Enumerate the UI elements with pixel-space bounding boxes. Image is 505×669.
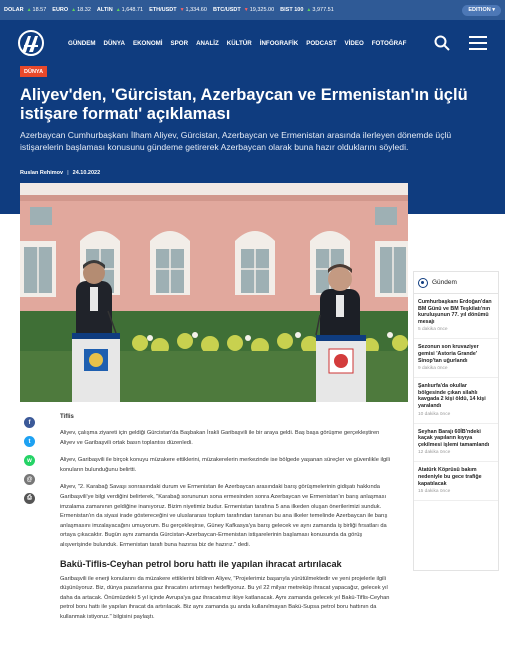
article-title: Aliyev'den, 'Gürcistan, Azerbaycan ve Ermenistan'ın üçlü istişare formatı' açıklaması [20,86,468,123]
site-header [0,20,505,66]
aa-logo-icon [14,28,48,58]
news-headline: Şanlıurfa'da okullar bölgesinde çıkan silahlı kavgada 2 kişi öldü, 14 kişi yaralandı [418,383,486,409]
target-icon [418,278,428,288]
article-paragraph: Garibaşvili ile enerji konularını da müzakere ettiklerini bildiren Aliyev, "Projelerimiz başarıyla yürütülmektedir ve yeni projelerle ilgili düşünüyoruz. Biz, dünya pazarlarına gaz ihracatını artırmayı hedefliyoruz. Bu yıl 22 milyar metreküp ihracat yapacağız, gelecek yıl daha da artacak. Önümüzdeki 5 yıl içinde Avrupa'ya gaz ihracatımız ikiye katlanacak. Aynı zamanda gelecek yıl Bakü-Tiflis-Ceyhan petrol boru hattı ile yapılan ihracat da artırılacak. Biz aynı zamanda şu anda kullanılmayan Bakü-Supsa petrol boru hattının da kullanmak istiyoruz." bilgisini paylaştı. [60,575,390,620]
sidebar-news-item[interactable] [414,294,498,339]
mail-icon[interactable]: @ [24,474,35,485]
sidebar-header [414,272,498,294]
ticker-value: 3,977.51 [312,7,334,13]
nav-dunya[interactable]: DÜNYA [103,39,125,47]
edition-selector[interactable]: EDITION ▾ [462,5,501,16]
news-time: 9 dakika önce [418,366,448,372]
arrow-up-icon: ▲ [26,7,32,13]
ticker-item-btc[interactable] [213,7,274,13]
article-meta [20,170,100,176]
article-paragraph: Aliyev, çalışma ziyareti için geldiği Gürcistan'da Başbakan İrakli Garibaşvili ile bir araya geldi. Baş başa görüşme gerçekleştiren Aliyev ve Garibaşvili ortak basın toplantısı düzenledi. [60,430,380,446]
ticker-value: 1,648.71 [121,7,144,13]
news-time: 12 dakika önce [418,450,451,456]
nav-analiz[interactable]: ANALİZ [196,39,219,47]
article-body [60,414,394,631]
twitter-icon[interactable]: t [24,436,35,447]
news-headline: Atatürk Köprüsü bakım nedeniyle bu gece trafiğe kapatılacak [418,467,482,487]
nav-fotograf[interactable]: FOTOĞRAF [371,39,407,47]
search-icon[interactable] [434,35,450,51]
nav-ekonomi[interactable]: EKONOMİ [132,39,163,47]
nav-spor[interactable]: SPOR [170,39,189,47]
main-nav [68,40,414,47]
nav-kultur[interactable]: KÜLTÜR [226,39,252,47]
share-bar [24,417,36,512]
article-paragraph: Aliyev, "2. Karabağ Savaşı sonrasındaki durum ve Ermenistan ile Azerbaycan arasındaki barış görüşmelerinin gidişatı hakkında Garibaşvili'ye bilgi verdiğini belirterek, "Karabağ sorununun sona ermesinden sonra Azerbaycan ve Ermenistan'ın barış anlaşması imzalama zamanının geldiğine inanıyoruz. Bizim niyetimiz budur. Ermenistan tarafına 5 ana ilkeden oluşan önerilerimizi sunduk. Ermenistan'ın da siyasi irade göstereceğini ve uluslararası toplum tarafından tanınan bu ana ilkeler temelinde Azerbaycan ile barış anlaşmasını imzalayacağını umuyorum. Bu gerçekleşirse, Güney Kafkasya'ya barış gelecek ve aynı zamanda iş birliği fırsatları da ortaya çıkacaktır. Bugün aynı zamanda Gürcistan-Azerbaycan-Ermenistan istişarelerinin başlaması konusunda da görüş alışverişinde bulunduk. Ermenistan tarafı buna hazırsa biz de hazırız." dedi. [60,484,388,548]
nav-video[interactable]: VİDEO [344,39,364,47]
facebook-icon[interactable]: f [24,417,35,428]
nav-gundem[interactable]: GÜNDEM [68,39,96,47]
gundem-sidebar [413,271,499,571]
ticker-value: 19,325.00 [249,7,275,13]
ticker-value: 18.57 [32,7,47,13]
whatsapp-icon[interactable]: w [24,455,35,466]
ticker-item-bist[interactable] [280,7,334,13]
ticker-label: ALTIN [96,7,113,13]
arrow-up-icon: ▲ [115,7,121,13]
market-ticker [0,0,505,20]
ticker-label: ETH/USDT [149,7,177,13]
arrow-down-icon: ▼ [179,7,185,13]
arrow-up-icon: ▲ [71,7,77,13]
news-headline: Seyhan Barajı 60İB'ndeki kaçak yapıların kıyıya çekilmesi işlemi tamamlandı [418,428,490,448]
publish-date: 24.10.2022 [72,170,101,176]
sidebar-title: Gündem [432,279,457,286]
hamburger-menu-icon[interactable] [469,34,487,52]
news-time: 10 dakika önce [418,411,451,417]
ticker-item-dolar[interactable] [4,7,46,13]
ticker-item-eth[interactable] [149,7,207,13]
article-lead: Azerbaycan Cumhurbaşkanı İlham Aliyev, Gürcistan, Azerbaycan ve Ermenistan arasında ilerleyen dönemde üçlü istişarelerin başlaması konusunu gündeme getirerek Azerbaycan olarak buna hazır olduklarını söyledi. [20,130,452,152]
ticker-value: 18.32 [77,7,91,13]
category-badge[interactable]: DÜNYA [20,66,47,77]
news-headline: Sezonun son kruvaziyer gemisi 'Astoria Grande' Sinop'tan uğurlandı [418,344,479,364]
sidebar-news-item[interactable] [414,378,498,423]
author-name[interactable]: Ruslan Rehimov [20,170,64,176]
article-subheading: Bakü-Tiflis-Ceyhan petrol boru hattı ile yapılan ihracat artırılacak [60,558,342,569]
sidebar-news-item[interactable] [414,424,498,463]
ticker-label: DOLAR [4,7,24,13]
article-photo[interactable] [20,183,408,402]
nav-podcast[interactable]: PODCAST [306,39,337,47]
aa-logo[interactable] [10,20,52,66]
sidebar-news-item[interactable] [414,462,498,501]
meta-separator: | [67,170,69,176]
ticker-value: 1,334.60 [185,7,207,13]
arrow-up-icon: ▲ [306,7,312,13]
dateline-location: Tiflis [60,414,74,420]
news-headline: Cumhurbaşkanı Erdoğan'dan BM Günü ve BM Teşkilatı'nın kuruluşunun 77. yıl dönümü mesajı [418,299,492,325]
ticker-item-euro[interactable] [52,7,91,13]
article-paragraph: Aliyev, Garibaşvili ile birçok konuyu müzakere ettiklerini, müzakerelerin merkezinde ise bölgede yaşanan süreçler ve güvenlikle ilgili konuların bulunduğunu belirtti. [60,457,390,473]
news-time: 15 dakika önce [418,489,451,495]
nav-infografik[interactable]: İNFOGRAFİK [259,39,299,47]
ticker-item-altin[interactable] [97,7,143,13]
print-icon[interactable]: ⎙ [24,493,35,504]
ticker-label: BIST 100 [280,7,304,13]
ticker-label: EURO [52,7,69,13]
news-time: 5 dakika önce [418,327,448,333]
arrow-down-icon: ▼ [243,7,249,13]
ticker-label: BTC/USDT [212,7,241,13]
sidebar-news-item[interactable] [414,339,498,378]
